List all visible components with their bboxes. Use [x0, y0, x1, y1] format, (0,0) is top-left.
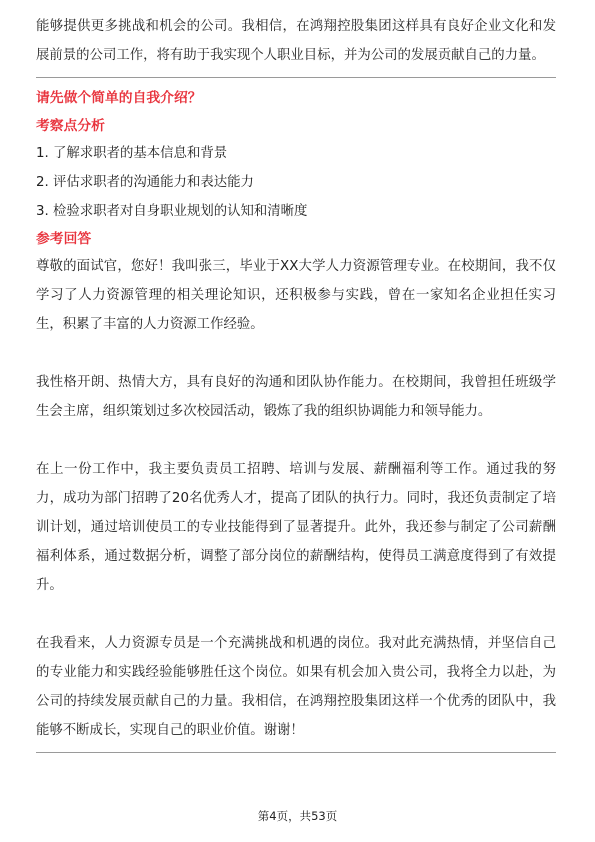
analysis-item: 2. 评估求职者的沟通能力和表达能力 [36, 175, 254, 190]
page-number: 第4页，共53页 [257, 809, 338, 823]
answer-paragraph: 在我看来，人力资源专员是一个充满挑战和机遇的岗位。我对此充满热情，并坚信自己的专业能力和实践经验能够胜任这个岗位。如果有机会加入贵公司，我将全力以赴，为公司的持续发展贡献自己的力量。我相信，在鸿翔控股集团这样一个优秀的团队中，我能够不断成长，实现自己的职业价值。谢谢！ [36, 636, 556, 738]
answer-paragraph: 在上一份工作中，我主要负责员工招聘、培训与发展、薪酬福利等工作。通过我的努力，成功为部门招聘了20名优秀人才，提高了团队的执行力。同时，我还负责制定了培训计划，通过培训使员工的专业技能得到了显著提升。此外，我还参与制定了公司薪酬福利体系，通过数据分析，调整了部分岗位的薪酬结构，使得员工满意度得到了有效提升。 [36, 462, 556, 593]
answer-paragraph: 尊敬的面试官，您好！我叫张三，毕业于XX大学人力资源管理专业。在校期间，我不仅学习了人力资源管理的相关理论知识，还积极参与实践，曾在一家知名企业担任实习生，积累了丰富的人力资源工作经验。 [36, 259, 556, 332]
analysis-item: 1. 了解求职者的基本信息和背景 [36, 146, 228, 161]
analysis-heading: 考察点分析 [36, 118, 105, 134]
intro-paragraph: 能够提供更多挑战和机会的公司。我相信，在鸿翔控股集团这样具有良好企业文化和发展前景的公司工作，将有助于我实现个人职业目标，并为公司的发展贡献自己的力量。 [36, 19, 556, 63]
footer-divider [36, 752, 556, 753]
document-page [36, 12, 556, 753]
question-title: 请先做个简单的自我介绍？ [36, 90, 202, 106]
analysis-item: 3. 检验求职者对自身职业规划的认知和清晰度 [36, 204, 308, 219]
answer-heading: 参考回答 [36, 231, 92, 247]
answer-paragraph: 我性格开朗、热情大方，具有良好的沟通和团队协作能力。在校期间，我曾担任班级学生会主席，组织策划过多次校园活动，锻炼了我的组织协调能力和领导能力。 [36, 375, 556, 419]
